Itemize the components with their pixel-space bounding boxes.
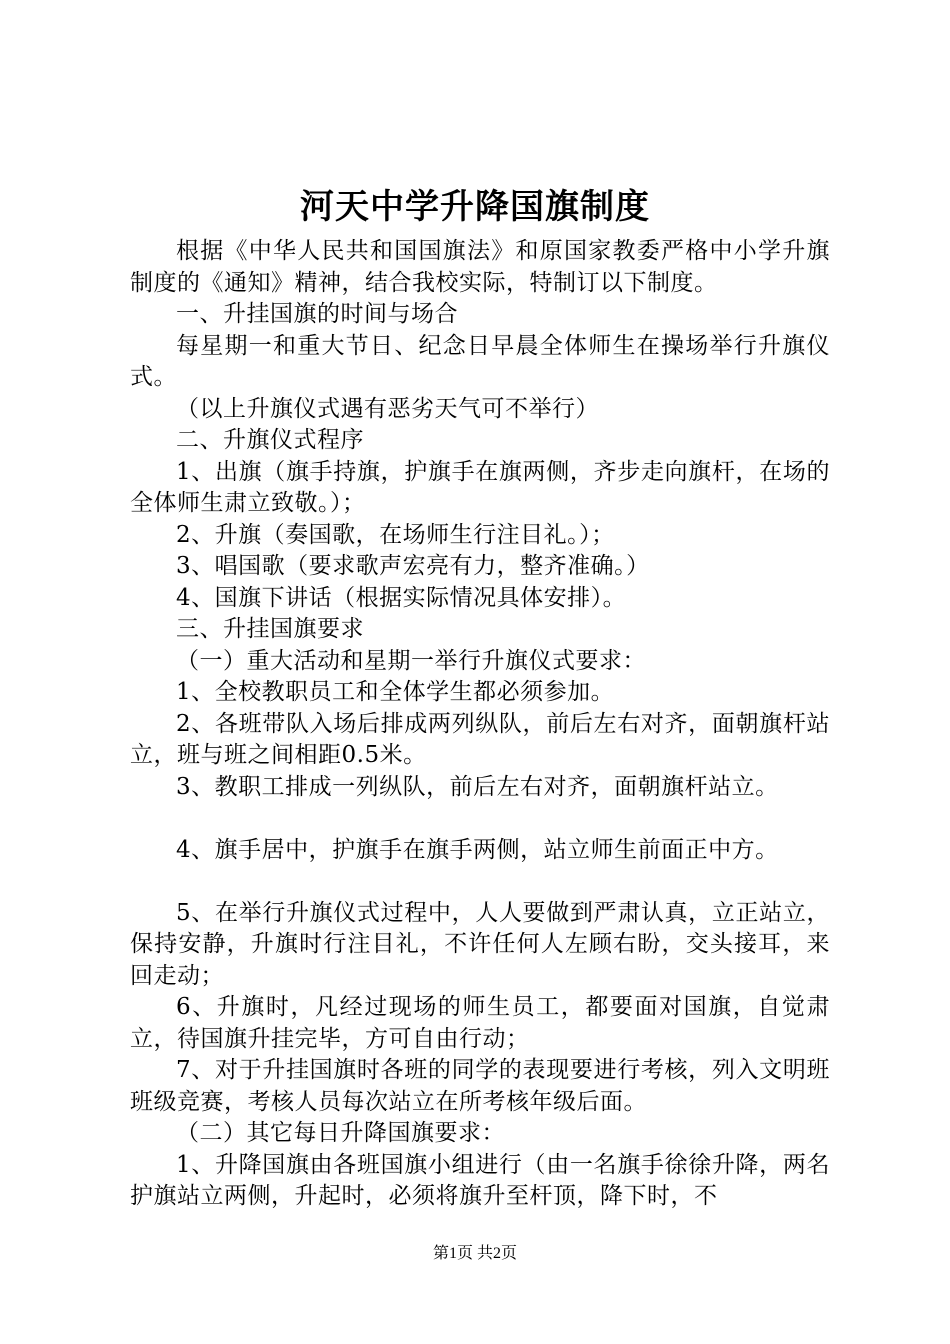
list-item: 1、全校教职员工和全体学生都必须参加。 [176,679,615,705]
section-heading-1: 一、升挂国旗的时间与场合 [176,301,458,327]
section-heading-2: 二、升旗仪式程序 [176,427,364,453]
list-item: 1、升降国旗由各班国旗小组进行（由一名旗手徐徐升降，两名护旗站立两侧，升起时，必须将旗升至杆顶，降下时，不 [130,1151,830,1209]
list-item: 4、国旗下讲话（根据实际情况具体安排）。 [176,584,627,611]
subsection-heading-1: （一）重大活动和星期一举行升旗仪式要求： [176,647,646,674]
list-item: 1、出旗（旗手持旗，护旗手在旗两侧，齐步走向旗杆，在场的全体师生肃立致敬。）； [130,458,830,516]
list-item: 6、升旗时，凡经过现场的师生员工，都要面对国旗，自觉肃立，待国旗升挂完毕，方可自由行动； [130,994,830,1052]
list-item: 5、在举行升旗仪式过程中，人人要做到严肃认真，立正站立，保持安静，升旗时行注目礼，不许任何人左顾右盼，交头接耳，来回走动； [130,899,830,989]
list-item: 2、各班带队入场后排成两列纵队，前后左右对齐，面朝旗杆站立，班与班之间相距0.5米。 [130,710,830,768]
list-item: 2、升旗（奏国歌，在场师生行注目礼。）； [176,521,615,548]
section-heading-3: 三、升挂国旗要求 [176,616,364,642]
page-number-footer: 第1页 共2页 [432,1245,517,1262]
list-item: 7、对于升挂国旗时各班的同学的表现要进行考核，列入文明班班级竞赛，考核人员每次站立在所考核年级后面。 [130,1057,830,1115]
paragraph: 每星期一和重大节日、纪念日早晨全体师生在操场举行升旗仪式。 [130,332,830,390]
document-body [130,236,830,1213]
list-item: 4、旗手居中，护旗手在旗手两侧，站立师生前面正中方。 [176,836,779,863]
paragraph-note: （以上升旗仪式遇有恶劣天气可不举行） [176,395,599,422]
list-item: 3、教职工排成一列纵队，前后左右对齐，面朝旗杆站立。 [176,773,779,800]
paragraph-intro: 根据《中华人民共和国国旗法》和原国家教委严格中小学升旗制度的《通知》精神，结合我校实际，特制订以下制度。 [130,238,830,296]
list-item: 3、唱国歌（要求歌声宏亮有力，整齐准确。） [176,553,650,579]
document-title: 河天中学升降国旗制度 [300,187,650,227]
subsection-heading-2: （二）其它每日升降国旗要求： [176,1120,505,1146]
